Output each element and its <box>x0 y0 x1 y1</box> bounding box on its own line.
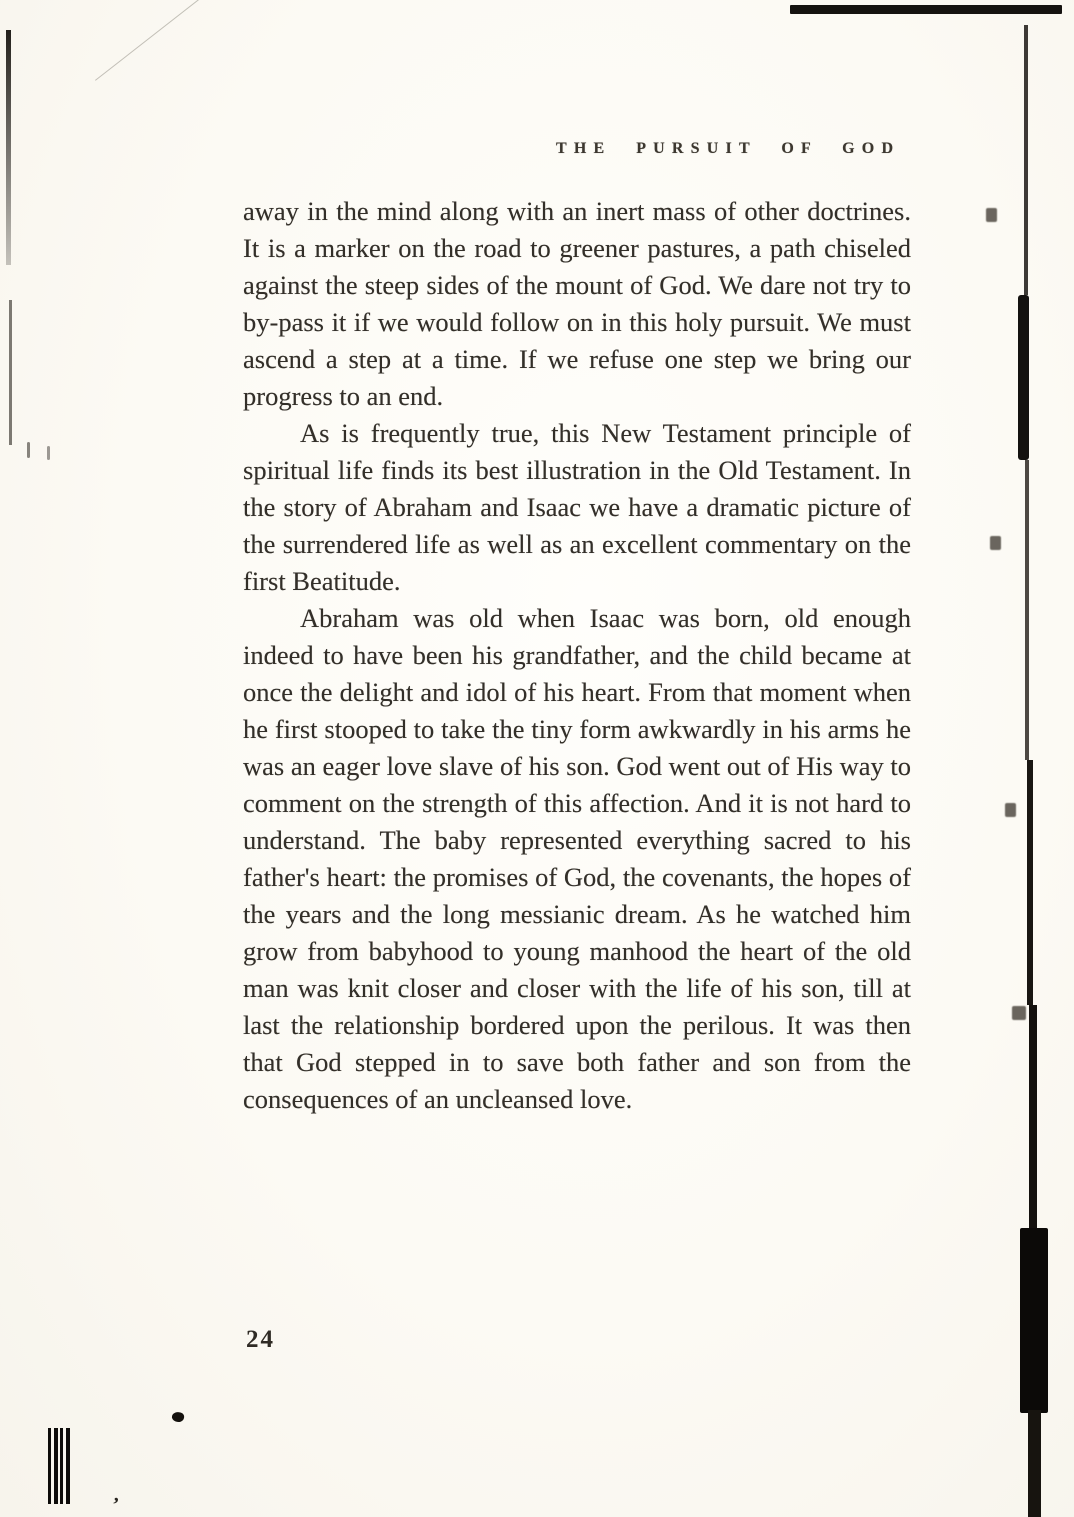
ink-speck <box>1012 1006 1026 1020</box>
ink-speck <box>171 1410 186 1423</box>
scan-artifact-page-edge <box>1027 760 1033 1005</box>
scan-artifact-page-edge <box>1024 25 1028 295</box>
body-paragraph: away in the mind along with an inert mass of other doctrines. It is a marker on the road to greener pastures, a path chiseled against the steep sides of the mount of God. We dare not try to by-pass it if we would follow on in this holy pursuit. We must ascend a step at a time. If we refuse one step we bring our progress to an end. <box>243 196 911 411</box>
scan-artifact-top-bar <box>790 5 1062 14</box>
scan-artifact-page-edge <box>1028 1410 1041 1517</box>
scan-artifact-scratch <box>95 0 261 81</box>
page-number: 24 <box>246 1326 275 1353</box>
scan-artifact-page-edge <box>1018 295 1029 460</box>
scan-artifact-tick <box>47 446 50 460</box>
scan-artifact-tick <box>27 442 30 458</box>
scan-artifact-smudge-bars <box>48 1428 72 1504</box>
scan-artifact-left-edge <box>9 300 12 445</box>
scan-artifact-page-edge <box>1029 1005 1037 1230</box>
ink-speck <box>1005 803 1016 817</box>
scan-artifact-page-edge <box>1020 1228 1048 1413</box>
running-header: THE PURSUIT OF GOD <box>556 140 901 157</box>
ink-speck <box>986 208 997 222</box>
scan-artifact-page-edge <box>1025 460 1029 760</box>
body-paragraph: As is frequently true, this New Testament principle of spiritual life finds its best illustration in the Old Testament. In the story of Abraham and Isaac we have a dramatic picture of the surrendered life as well as an excellent commentary on the first Beatitude. <box>243 418 911 596</box>
ink-speck <box>990 536 1001 550</box>
body-text-block <box>243 193 911 1118</box>
scan-artifact-left-edge <box>6 30 11 265</box>
body-paragraph: Abraham was old when Isaac was born, old enough indeed to have been his grandfather, and the child became at once the delight and idol of his heart. From that moment when he first stooped to take the tiny form awkwardly in his arms he was an eager love slave of his son. God went out of His way to comment on the strength of this affection. And it is not hard to understand. The baby represented everything sacred to his father's heart: the promises of God, the covenants, the hopes of the years and the long messianic dream. As he watched him grow from babyhood to young manhood the heart of the old man was knit closer and closer with the life of his son, till at last the relationship bordered upon the perilous. It was then that God stepped in to save both father and son from the consequences of an uncleansed love. <box>243 603 911 1114</box>
ink-speck: ’﻿ <box>110 1493 121 1517</box>
